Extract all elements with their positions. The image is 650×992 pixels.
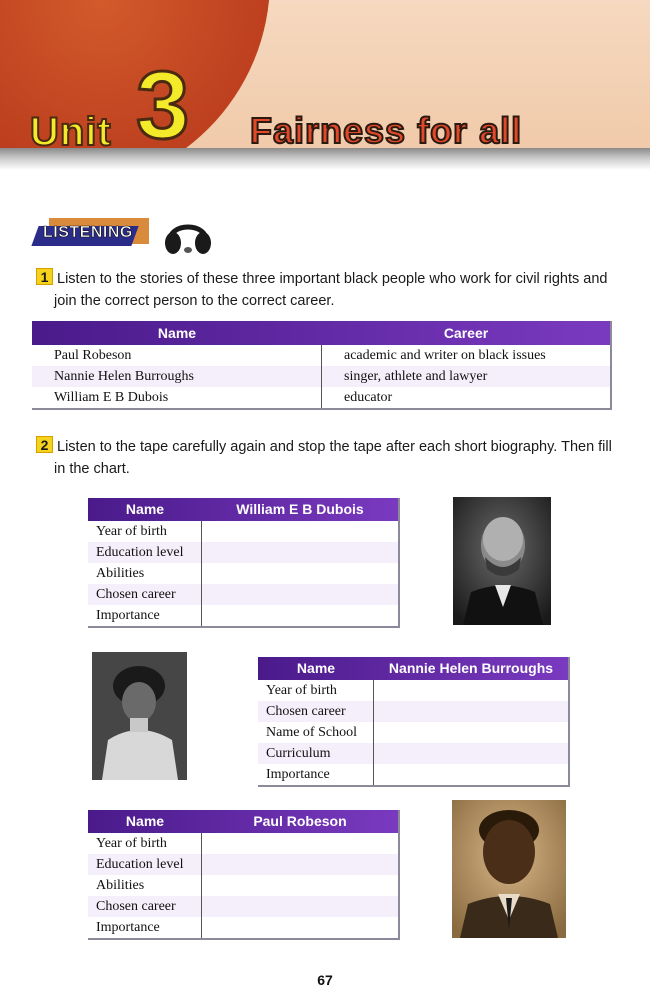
answer-cell[interactable] — [374, 764, 568, 785]
answer-cell[interactable] — [374, 722, 568, 743]
task-2-number: 2 — [36, 436, 53, 453]
task-2-instructions: 2 Listen to the tape carefully again and stop the tape after each short biography. Then fill in the chart. — [36, 436, 612, 480]
table-row: Paul Robeson academic and writer on black issues — [32, 345, 610, 366]
answer-cell[interactable] — [202, 854, 398, 875]
matching-table — [32, 321, 612, 410]
table-row: Importance — [258, 764, 568, 785]
table-row: Name of School — [258, 722, 568, 743]
table-row: Year of birth — [88, 521, 398, 542]
table-row: Education level — [88, 854, 398, 875]
unit-number: 3 — [136, 52, 190, 159]
table-row: Importance — [88, 605, 398, 626]
answer-cell[interactable] — [374, 743, 568, 764]
answer-cell[interactable] — [202, 875, 398, 896]
table-row: Chosen career — [88, 584, 398, 605]
answer-cell[interactable] — [202, 833, 398, 854]
task-1-number: 1 — [36, 268, 53, 285]
unit-title: Fairness for all — [250, 110, 523, 151]
header-name: Name — [157, 325, 197, 341]
table-row: Chosen career — [258, 701, 568, 722]
unit-label: Unit — [30, 110, 112, 154]
dubois-chart: Name William E B Dubois Year of birth Education level Abilities Chosen career Importance — [88, 498, 400, 628]
answer-cell[interactable] — [202, 605, 398, 626]
table-row: Abilities — [88, 875, 398, 896]
dubois-portrait — [453, 497, 551, 625]
burroughs-portrait — [92, 652, 187, 780]
answer-cell[interactable] — [374, 701, 568, 722]
answer-cell[interactable] — [202, 917, 398, 938]
answer-cell[interactable] — [374, 680, 568, 701]
table-row: Year of birth — [258, 680, 568, 701]
answer-cell[interactable] — [202, 563, 398, 584]
task-1-instructions: 1 Listen to the stories of these three important black people who work for civil rights and join the correct person to the correct career. — [36, 268, 607, 312]
answer-cell[interactable] — [202, 896, 398, 917]
table-row: Importance — [88, 917, 398, 938]
listening-badge — [35, 218, 150, 248]
section-label: LISTENING — [43, 224, 133, 241]
table-row: Nannie Helen Burroughs singer, athlete and lawyer — [32, 366, 610, 387]
answer-cell[interactable] — [202, 584, 398, 605]
headphones-icon — [162, 212, 214, 256]
table-row: Chosen career — [88, 896, 398, 917]
table-row: William E B Dubois educator — [32, 387, 610, 408]
page-number: 67 — [317, 972, 333, 988]
robeson-chart: Name Paul Robeson Year of birth Education level Abilities Chosen career Importance — [88, 810, 400, 940]
answer-cell[interactable] — [202, 542, 398, 563]
table-row: Curriculum — [258, 743, 568, 764]
table-row: Education level — [88, 542, 398, 563]
burroughs-chart: Name Nannie Helen Burroughs Year of birth Chosen career Name of School Curriculum Importance — [258, 657, 570, 787]
table-row: Abilities — [88, 563, 398, 584]
table-row: Year of birth — [88, 833, 398, 854]
answer-cell[interactable] — [202, 521, 398, 542]
robeson-portrait — [452, 800, 566, 938]
header-career: Career — [443, 325, 489, 341]
